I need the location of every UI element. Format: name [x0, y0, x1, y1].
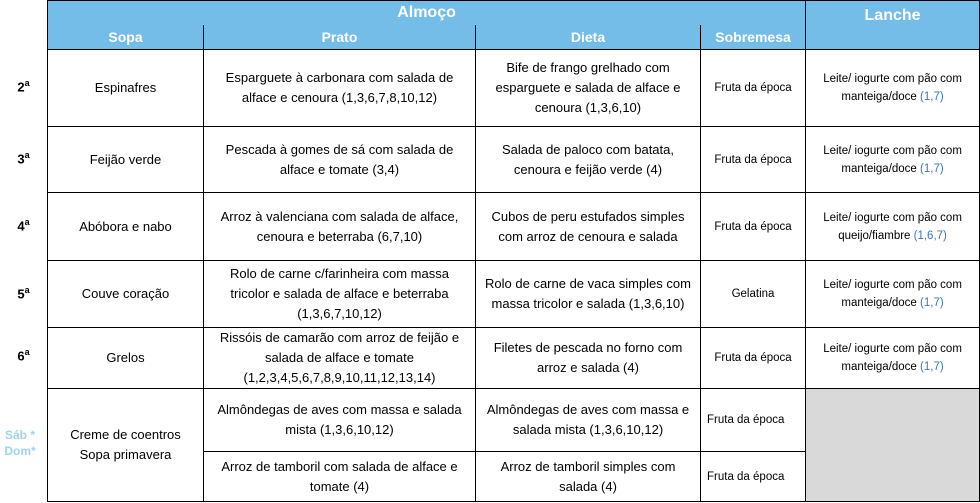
lanche-text: Leite/ iogurte com pão com queijo/fiambre [823, 211, 962, 242]
header-almoco: Almoço [48, 1, 806, 26]
sopa-cell: Abóbora e nabo [48, 193, 204, 261]
day-label-monday: 2$^a$ [17, 78, 30, 95]
dieta-cell: Salada de paloco com batata, cenoura e feijão verde (4) [476, 127, 701, 193]
header-dieta: Dieta [476, 25, 701, 50]
allergen-code: (1,7) [920, 162, 944, 175]
prato-cell: Esparguete à carbonara com salada de alface e cenoura (1,3,6,7,8,10,12) [204, 50, 476, 127]
allergen-code: (1,7) [920, 297, 944, 309]
header-sobremesa: Sobremesa [701, 25, 806, 50]
allergen-code: (1,6,7) [913, 229, 947, 242]
allergen-code: (1,7) [920, 91, 944, 103]
header-row-top [48, 1, 980, 26]
lanche-text: Leite/ iogurte com pão com manteiga/doce [823, 279, 962, 309]
sobremesa-cell: Fruta da época [701, 452, 806, 502]
sobremesa-cell: Fruta da época [701, 389, 806, 452]
sobremesa-cell: Fruta da época [701, 328, 806, 389]
sopa-cell: Couve coração [48, 261, 204, 328]
table-row-weekend-a [48, 389, 980, 452]
day-label-thursday: 5$^a$ [17, 285, 30, 302]
header-lanche: Lanche [806, 1, 980, 50]
sobremesa-cell: Fruta da época [701, 127, 806, 193]
prato-cell: Pescada à gomes de sá com salada de alface e tomate (3,4) [204, 127, 476, 193]
lanche-text: Leite/ iogurte com pão com manteiga/doce [823, 144, 962, 175]
dieta-cell: Filetes de pescada no forno com arroz e salada (4) [476, 328, 701, 389]
lanche-cell [806, 50, 980, 127]
day-label-tuesday: 3$^a$ [17, 150, 30, 167]
sobremesa-cell: Gelatina [701, 261, 806, 328]
lanche-text: Leite/ iogurte com pão com manteiga/doce [823, 73, 962, 103]
dieta-cell: Cubos de peru estufados simples com arroz de cenoura e salada [476, 193, 701, 261]
lanche-text: Leite/ iogurte com pão com manteiga/doce [823, 343, 962, 373]
table-row [48, 261, 980, 328]
table-row [48, 328, 980, 389]
menu-table [47, 0, 980, 502]
day-label-weekend: Sáb * Dom* [4, 428, 36, 458]
prato-cell: Almôndegas de aves com massa e salada mista (1,3,6,10,12) [204, 389, 476, 452]
table-row [48, 193, 980, 261]
dieta-cell: Rolo de carne de vaca simples com massa tricolor e salada (1,3,6,10) [476, 261, 701, 328]
sobremesa-cell: Fruta da época [701, 50, 806, 127]
prato-cell: Arroz à valenciana com salada de alface, cenoura e beterraba (6,7,10) [204, 193, 476, 261]
prato-cell: Arroz de tamboril com salada de alface e tomate (4) [204, 452, 476, 502]
sopa-cell: Feijão verde [48, 127, 204, 193]
day-label-friday: 6$^a$ [17, 347, 30, 364]
table-row [48, 127, 980, 193]
dieta-cell: Almôndegas de aves com massa e salada mista (1,3,6,10,12) [476, 389, 701, 452]
prato-cell: Rolo de carne c/farinheira com massa tricolor e salada de alface e beterraba (1,3,6,7,10,12) [204, 261, 476, 328]
weekend-sopa-2: Sopa primavera [79, 447, 172, 462]
sopa-cell: Espinafres [48, 50, 204, 127]
header-prato: Prato [204, 25, 476, 50]
lanche-cell [806, 127, 980, 193]
header-sopa: Sopa [48, 25, 204, 50]
lanche-cell [806, 193, 980, 261]
table-row [48, 50, 980, 127]
dieta-cell: Bife de frango grelhado com esparguete e salada de alface e cenoura (1,3,6,10) [476, 50, 701, 127]
day-label-wednesday: 4$^a$ [17, 217, 30, 234]
allergen-code: (1,7) [920, 361, 944, 373]
lanche-empty-cell [806, 389, 980, 502]
lanche-cell [806, 261, 980, 328]
weekend-sopa-1: Creme de coentros [70, 427, 181, 442]
sopa-cell: Grelos [48, 328, 204, 389]
sobremesa-cell: Fruta da época [701, 193, 806, 261]
dieta-cell: Arroz de tamboril simples com salada (4) [476, 452, 701, 502]
weekend-sopa-cell [48, 389, 204, 502]
lanche-cell [806, 328, 980, 389]
prato-cell: Rissóis de camarão com arroz de feijão e salada de alface e tomate (1,2,3,4,5,6,7,8,9,10,11,12,13,14) [204, 328, 476, 389]
